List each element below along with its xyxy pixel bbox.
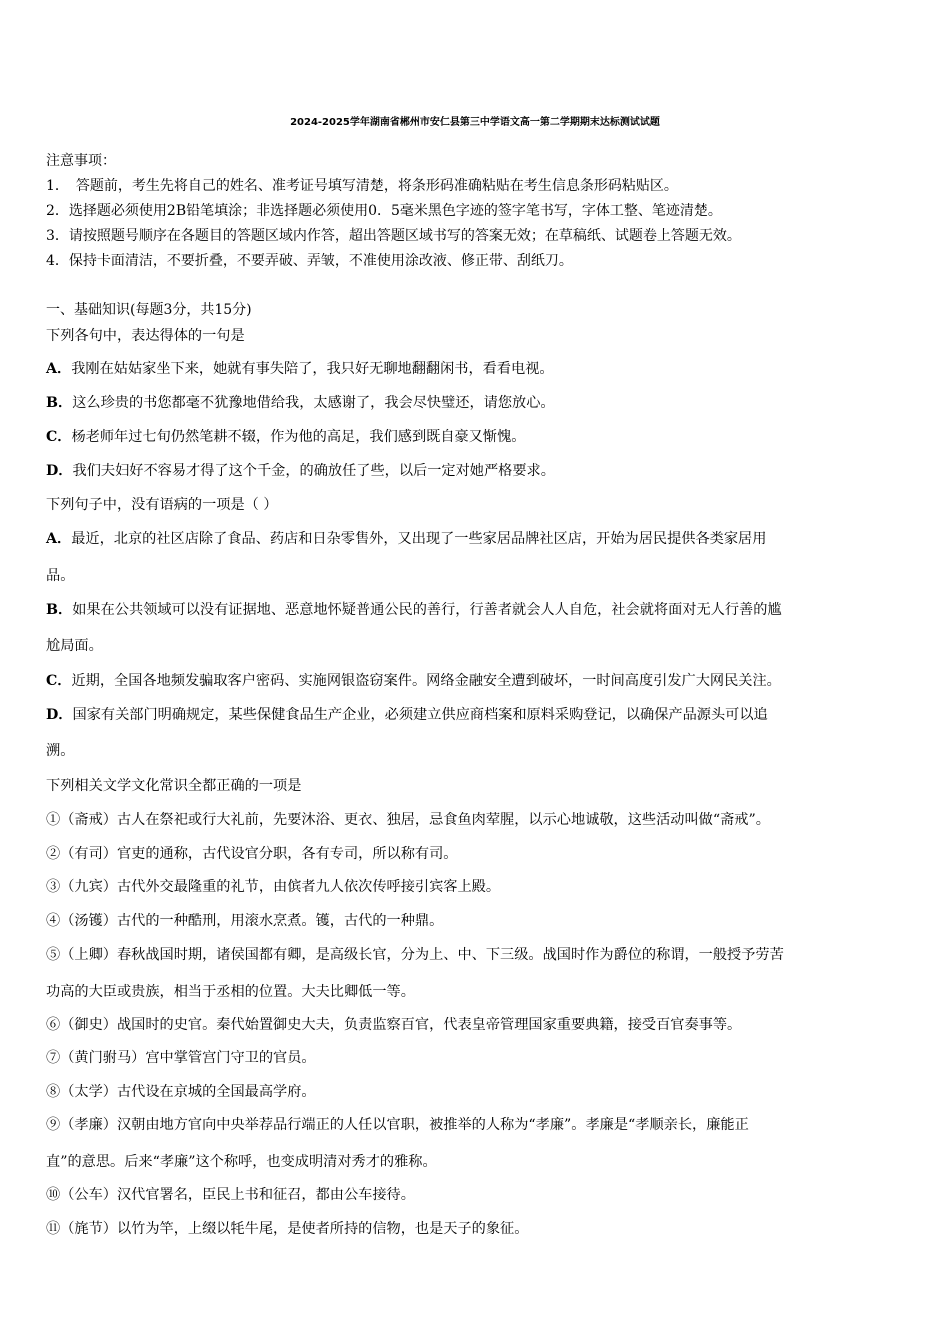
q2-stem: 下列句子中，没有语病的一项是（ ） [46,497,278,513]
option-text: 这么珍贵的书您都毫不犹豫地借给我，太感谢了，我会尽快璧还，请您放心。 [72,395,555,411]
q2-option-a-cont: 品。 [46,568,75,584]
option-key: B． [46,602,73,618]
q1-stem: 下列各句中，表达得体的一句是 [46,328,245,344]
q3-item-7: ⑦（黄门驸马）宫中掌管宫门守卫的官员。 [46,1050,316,1066]
q3-stem: 下列相关文学文化常识全都正确的一项是 [46,778,302,794]
notice-item-4: 4．保持卡面清洁，不要折叠，不要弄破、弄皱，不准使用涂改液、修正带、刮纸刀。 [46,253,573,269]
q3-item-11: ⑪（旄节）以竹为竿，上缀以牦牛尾，是使者所持的信物，也是天子的象征。 [46,1221,529,1237]
option-text: 杨老师年过七旬仍然笔耕不辍，作为他的高足，我们感到既自豪又惭愧。 [71,429,526,445]
notice-item-1: 1． 答题前，考生先将自己的姓名、准考证号填写清楚，将条形码准确粘贴在考生信息条形码粘贴区。 [46,178,678,194]
q3-item-8: ⑧（太学）古代设在京城的全国最高学府。 [46,1084,316,1100]
q1-option-a [46,359,554,379]
notice-heading: 注意事项： [46,153,116,169]
option-key: C． [46,429,72,445]
option-key: D． [46,707,73,723]
q2-option-a [46,529,766,549]
q3-item-3: ③（九宾）古代外交最隆重的礼节，由傧者九人依次传呼接引宾客上殿。 [46,879,501,895]
notice-item-2: 2．选择题必须使用2B铅笔填涂；非选择题必须使用0．5毫米黑色字迹的签字笔书写，字体工整、笔迹清楚。 [46,203,722,219]
section-heading: 一、基础知识(每题3分，共15分) [46,302,252,318]
q3-item-2: ②（有司）官吏的通称，古代设官分职，各有专司，所以称有司。 [46,846,458,862]
option-text: 如果在公共领域可以没有证据地、恶意地怀疑普通公民的善行，行善者就会人人自危，社会就将面对无人行善的尴 [72,602,782,618]
q2-option-d-cont: 溯。 [46,743,75,759]
option-key: A． [46,361,72,377]
q3-item-4: ④（汤镬）古代的一种酷刑，用滚水烹煮。镬，古代的一种鼎。 [46,913,444,929]
q3-item-10: ⑩（公车）汉代官署名，臣民上书和征召，都由公车接待。 [46,1187,415,1203]
option-text: 近期，全国各地频发骗取客户密码、实施网银盗窃案件。网络金融安全遭到破坏，一时间高度引发广大网民关注。 [71,673,781,689]
q2-option-b [46,600,782,620]
q2-option-c [46,671,781,691]
page-title: 2024-2025学年湖南省郴州市安仁县第三中学语文高一第二学期期末达标测试试题 [290,117,660,128]
notice-item-3: 3．请按照题号顺序在各题目的答题区域内作答，超出答题区域书写的答案无效；在草稿纸、试题卷上答题无效。 [46,228,741,244]
option-key: D． [46,463,73,479]
option-key: A． [46,531,72,547]
option-key: B． [46,395,73,411]
q3-item-9-cont: 直”的意思。后来“孝廉”这个称呼，也变成明清对秀才的雅称。 [46,1154,437,1170]
option-text: 最近，北京的社区店除了食品、药店和日杂零售外，又出现了一些家居品牌社区店，开始为居民提供各类家居用 [71,531,767,547]
option-text: 国家有关部门明确规定，某些保健食品生产企业，必须建立供应商档案和原料采购登记，以确保产品源头可以追 [72,707,768,723]
q1-option-d [46,461,555,481]
q3-item-5-cont: 功高的大臣或贵族，相当于丞相的位置。大夫比卿低一等。 [46,984,415,1000]
q2-option-d [46,705,768,725]
q3-item-9: ⑨（孝廉）汉朝由地方官向中央举荐品行端正的人任以官职，被推举的人称为“孝廉”。孝廉是“孝顺亲长，廉能正 [46,1117,749,1133]
option-text: 我刚在姑姑家坐下来，她就有事失陪了，我只好无聊地翻翻闲书，看看电视。 [71,361,554,377]
q1-option-b [46,393,555,413]
q3-item-5: ⑤（上卿）春秋战国时期，诸侯国都有卿，是高级长官，分为上、中、下三级。战国时作为爵位的称谓，一般授予劳苦 [46,947,784,963]
q1-option-c [46,427,526,447]
option-key: C． [46,673,72,689]
q3-item-6: ⑥（御史）战国时的史官。秦代始置御史大夫，负责监察百官，代表皇帝管理国家重要典籍，接受百官奏事等。 [46,1017,742,1033]
q3-item-1: ①（斋戒）古人在祭祀或行大礼前，先要沐浴、更衣、独居，忌食鱼肉荤腥，以示心地诚敬，这些活动叫做“斋戒”。 [46,812,770,828]
q2-option-b-cont: 尬局面。 [46,638,103,654]
option-text: 我们夫妇好不容易才得了这个千金，的确放任了些，以后一定对她严格要求。 [72,463,555,479]
